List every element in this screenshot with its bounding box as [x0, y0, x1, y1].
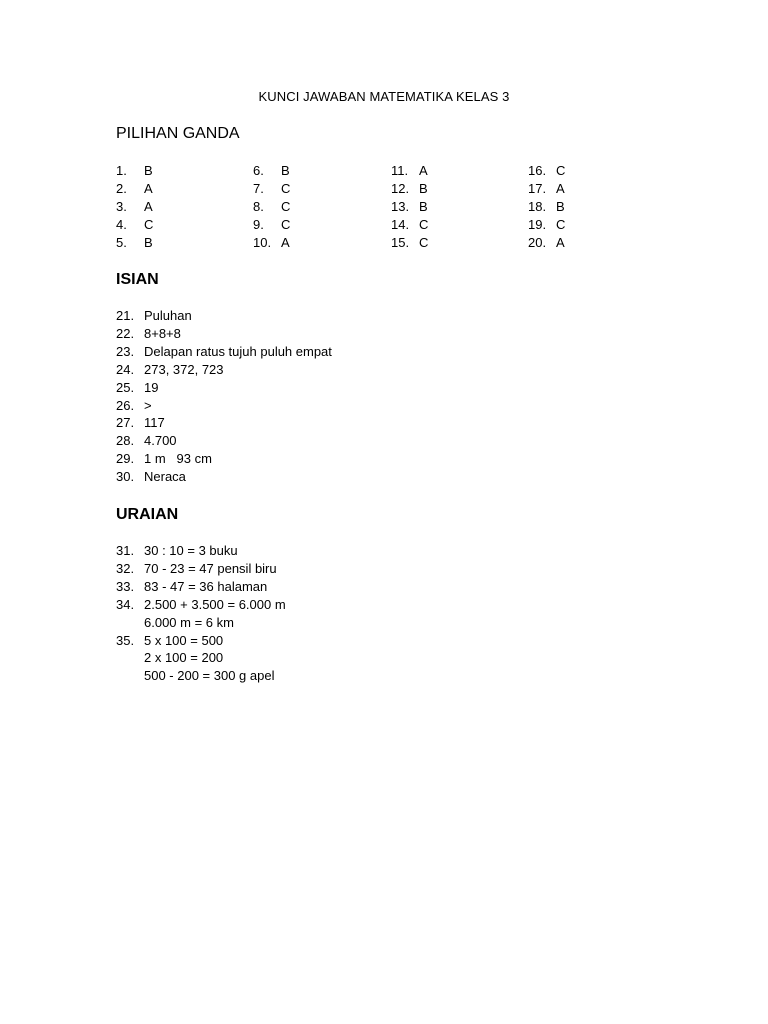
answer-text: 30 : 10 = 3 buku	[144, 543, 238, 558]
mc-answer-item	[528, 180, 648, 198]
answer-text: 6.000 m = 6 km	[144, 614, 234, 630]
answer-text: 2 x 100 = 200	[144, 650, 224, 666]
answer-text: 4.700	[144, 433, 177, 449]
list-item	[116, 450, 636, 468]
isian-answer-list	[116, 307, 636, 486]
mc-answer: C	[144, 216, 154, 232]
mc-answer-item	[253, 180, 373, 198]
answer-text: 83 - 47 = 36 halaman	[144, 578, 268, 594]
mc-answer-item	[116, 234, 236, 252]
item-number: 26.	[116, 397, 135, 413]
mc-answer-item	[253, 162, 373, 180]
list-item	[116, 542, 636, 560]
section-heading-isian: ISIAN	[116, 271, 159, 288]
list-item	[116, 578, 636, 596]
answer-text: Puluhan	[144, 308, 192, 323]
mc-number: 4.	[116, 216, 127, 232]
item-number: 31.	[116, 543, 135, 558]
list-item	[116, 397, 636, 415]
mc-answer: A	[419, 163, 428, 178]
item-number: 33.	[116, 578, 135, 594]
mc-number: 7.	[253, 180, 264, 196]
answer-text: 273, 372, 723	[144, 361, 224, 377]
answer-text: 19	[144, 379, 159, 395]
list-item	[116, 343, 636, 361]
mc-number: 20.	[528, 234, 547, 250]
mc-answer: A	[556, 234, 565, 250]
mc-answer: C	[556, 163, 566, 178]
mc-number: 16.	[528, 163, 547, 178]
list-item	[116, 414, 636, 432]
answer-text: 117	[144, 415, 165, 431]
item-number: 30.	[116, 469, 135, 485]
answer-text: >	[144, 397, 152, 413]
mc-number: 3.	[116, 198, 127, 214]
mc-answer-item	[116, 180, 236, 198]
item-number: 27.	[116, 415, 135, 431]
answer-text: 1 m 93 cm	[144, 451, 212, 467]
mc-number: 18.	[528, 198, 547, 214]
mc-answer: B	[419, 198, 428, 214]
item-number: 28.	[116, 433, 135, 449]
list-item	[116, 632, 636, 686]
mc-answer: B	[281, 163, 290, 178]
mc-answer-item	[391, 216, 511, 234]
mc-answer: B	[144, 163, 153, 178]
mc-answer: C	[419, 234, 429, 250]
uraian-answer-list	[116, 542, 636, 685]
mc-answer: C	[281, 180, 291, 196]
list-item	[116, 325, 636, 343]
list-item	[116, 432, 636, 450]
mc-answer-item	[253, 234, 373, 252]
mc-number: 2.	[116, 180, 127, 196]
answer-text: 70 - 23 = 47 pensil biru	[144, 560, 277, 576]
mc-column-3	[391, 162, 511, 251]
mc-answer: A	[281, 234, 290, 250]
mc-answer-item	[528, 198, 648, 216]
mc-answer: B	[144, 234, 153, 250]
answer-text: 2.500 + 3.500 = 6.000 m	[144, 596, 286, 612]
item-number: 21.	[116, 308, 135, 323]
answer-text: Delapan ratus tujuh puluh empat	[144, 343, 332, 359]
mc-answer-item	[253, 198, 373, 216]
mc-number: 10.	[253, 234, 272, 250]
mc-answer-item	[116, 162, 236, 180]
mc-answer-item	[391, 198, 511, 216]
mc-answer: B	[419, 180, 428, 196]
mc-answer-item	[253, 216, 373, 234]
item-number: 25.	[116, 379, 135, 395]
mc-answer-item	[391, 162, 511, 180]
item-number: 34.	[116, 596, 135, 612]
mc-answer-item	[116, 216, 236, 234]
mc-column-1	[116, 162, 236, 251]
item-number: 32.	[116, 560, 135, 576]
mc-number: 8.	[253, 198, 264, 214]
list-item	[116, 468, 636, 486]
list-item	[116, 596, 636, 632]
mc-column-2	[253, 162, 373, 251]
mc-answer-item	[528, 234, 648, 252]
mc-answer: C	[556, 216, 566, 232]
section-heading-uraian: URAIAN	[116, 506, 179, 523]
mc-number: 1.	[116, 163, 127, 178]
list-item	[116, 361, 636, 379]
mc-number: 17.	[528, 180, 547, 196]
mc-column-4	[528, 162, 648, 251]
mc-number: 12.	[391, 180, 410, 196]
mc-answer-item	[391, 180, 511, 198]
mc-answer-item	[116, 198, 236, 216]
mc-number: 14.	[391, 216, 410, 232]
list-item	[116, 307, 636, 325]
mc-answer-item	[528, 162, 648, 180]
mc-answer: A	[144, 180, 153, 196]
mc-number: 11.	[391, 163, 409, 178]
answer-text: 500 - 200 = 300 g apel	[144, 668, 275, 684]
mc-answer: B	[556, 198, 565, 214]
mc-answer-item	[528, 216, 648, 234]
answer-text: 8+8+8	[144, 325, 181, 341]
mc-answer: A	[144, 198, 153, 214]
mc-answer-item	[391, 234, 511, 252]
list-item	[116, 379, 636, 397]
document-title: KUNCI JAWABAN MATEMATIKA KELAS 3	[258, 89, 510, 104]
mc-answer: A	[556, 180, 565, 196]
item-number: 23.	[116, 343, 135, 359]
mc-number: 9.	[253, 216, 264, 232]
section-heading-pilihan-ganda: PILIHAN GANDA	[116, 125, 240, 142]
multiple-choice-answers	[116, 162, 596, 252]
item-number: 24.	[116, 361, 135, 377]
mc-answer: C	[281, 198, 291, 214]
answer-text: Neraca	[144, 469, 186, 485]
mc-answer: C	[419, 216, 429, 232]
list-item	[116, 560, 636, 578]
item-number: 35.	[116, 632, 135, 648]
item-number: 29.	[116, 451, 135, 467]
item-number: 22.	[116, 325, 135, 341]
mc-number: 13.	[391, 198, 410, 214]
mc-number: 5.	[116, 234, 127, 250]
answer-text: 5 x 100 = 500	[144, 632, 224, 648]
mc-answer: C	[281, 216, 291, 232]
mc-number: 19.	[528, 216, 547, 232]
mc-number: 6.	[253, 163, 264, 178]
mc-number: 15.	[391, 234, 410, 250]
